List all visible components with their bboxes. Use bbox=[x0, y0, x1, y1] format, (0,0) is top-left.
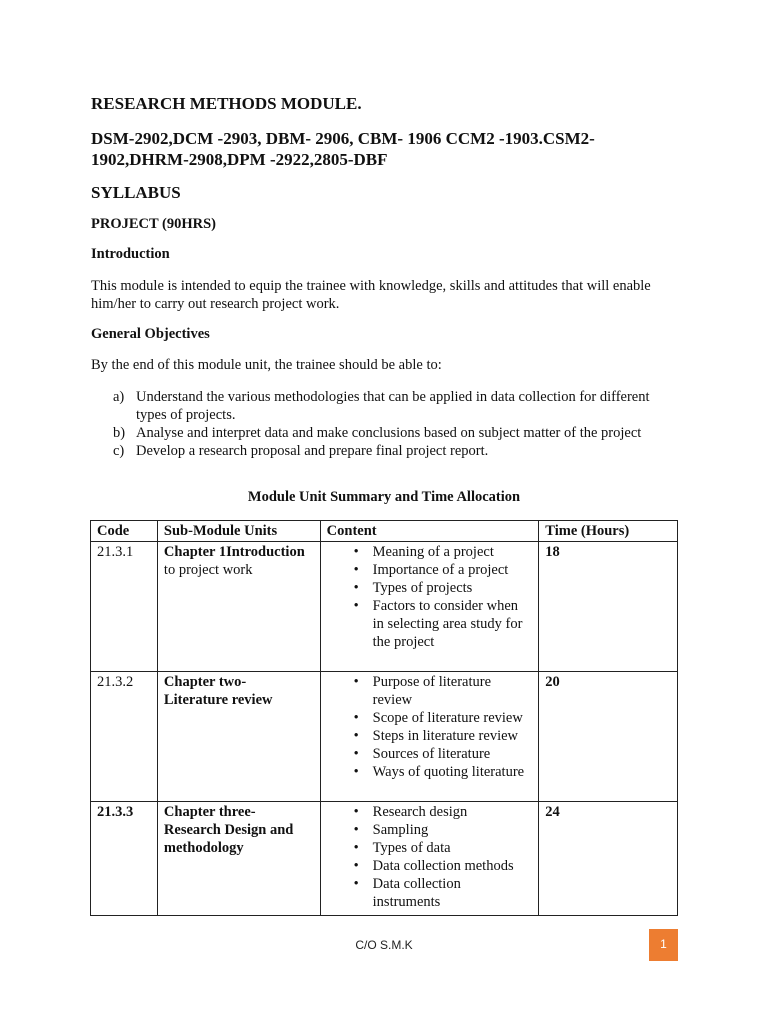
cell-unit bbox=[157, 542, 320, 672]
cell-time: 20 bbox=[539, 672, 678, 802]
cell-content bbox=[320, 672, 539, 802]
page-number-badge: 1 bbox=[649, 929, 678, 961]
bullet-icon: • bbox=[353, 562, 359, 578]
page-footer: C/O S.M.K bbox=[355, 938, 413, 952]
unit-subtitle: to project work bbox=[163, 562, 253, 578]
bullet-icon: • bbox=[353, 840, 359, 856]
bullet-icon: • bbox=[353, 804, 359, 820]
bullet-icon: • bbox=[353, 876, 359, 892]
bullet-icon: • bbox=[353, 580, 359, 596]
cell-content bbox=[320, 802, 539, 916]
list-item: • Scope of literature review bbox=[353, 710, 523, 726]
content-list bbox=[327, 803, 533, 911]
cell-code: 21.3.2 bbox=[91, 672, 158, 802]
list-item: • Steps in literature review bbox=[353, 728, 519, 744]
cell-code: 21.3.1 bbox=[91, 542, 158, 672]
list-marker: c) bbox=[113, 443, 125, 459]
content-list bbox=[327, 673, 533, 781]
bullet-icon: • bbox=[353, 710, 359, 726]
introduction-heading: Introduction bbox=[91, 246, 170, 262]
list-item: • Sampling bbox=[353, 822, 429, 838]
list-item: • Meaning of a project bbox=[353, 544, 494, 560]
list-item bbox=[91, 424, 681, 442]
syllabus-heading: SYLLABUS bbox=[91, 183, 181, 202]
list-item: • Ways of quoting literature bbox=[353, 764, 525, 780]
bullet-icon: • bbox=[353, 764, 359, 780]
list-item: • Importance of a project bbox=[353, 562, 509, 578]
list-item-text: Understand the various methodologies that can be applied in data collection for different types of projects. bbox=[136, 389, 650, 423]
bullet-icon: • bbox=[353, 822, 359, 838]
unit-title: Chapter 1Introduction bbox=[163, 544, 305, 560]
bullet-icon: • bbox=[353, 674, 359, 690]
list-item: • Data collection instruments bbox=[353, 876, 461, 910]
table-row bbox=[91, 542, 678, 672]
list-item: • Research design bbox=[353, 804, 468, 820]
list-item: • Types of projects bbox=[353, 580, 473, 596]
table-row bbox=[91, 672, 678, 802]
bullet-icon: • bbox=[353, 544, 359, 560]
table-row bbox=[91, 802, 678, 916]
list-item bbox=[91, 388, 681, 424]
table-header-row bbox=[91, 521, 678, 542]
column-header-time: Time (Hours) bbox=[539, 521, 678, 542]
cell-unit bbox=[157, 802, 320, 916]
bullet-icon: • bbox=[353, 728, 359, 744]
list-item: • Sources of literature bbox=[353, 746, 491, 762]
list-item: • Data collection methods bbox=[353, 858, 514, 874]
module-title: RESEARCH METHODS MODULE. bbox=[91, 94, 362, 113]
list-marker: a) bbox=[113, 389, 125, 405]
content-list bbox=[327, 543, 533, 651]
column-header-content: Content bbox=[320, 521, 539, 542]
bullet-icon: • bbox=[353, 746, 359, 762]
objectives-lead: By the end of this module unit, the trainee should be able to: bbox=[91, 357, 442, 373]
cell-unit bbox=[157, 672, 320, 802]
cell-code: 21.3.3 bbox=[91, 802, 158, 916]
list-item: • Types of data bbox=[353, 840, 451, 856]
project-heading: PROJECT (90HRS) bbox=[91, 216, 217, 232]
bullet-icon: • bbox=[353, 858, 359, 874]
unit-title: Chapter three- Research Design and methodology bbox=[163, 804, 294, 856]
list-item bbox=[91, 442, 681, 460]
list-item-text: Develop a research proposal and prepare final project report. bbox=[136, 443, 489, 459]
list-item: • Purpose of literature review bbox=[353, 674, 492, 708]
column-header-code: Code bbox=[91, 521, 158, 542]
introduction-text: This module is intended to equip the trainee with knowledge, skills and attitudes that will enable him/her to carry out research project work. bbox=[91, 278, 651, 312]
course-codes: DSM-2902,DCM -2903, DBM- 2906, CBM- 1906 CCM2 -1903.CSM2-1902,DHRM-2908,DPM -2922,2805-DBF bbox=[91, 129, 595, 169]
objectives-list bbox=[91, 388, 681, 460]
cell-time: 24 bbox=[539, 802, 678, 916]
list-item: • Factors to consider when in selecting area study for the project bbox=[353, 598, 523, 650]
module-summary-table bbox=[90, 520, 678, 916]
list-item-text: Analyse and interpret data and make conclusions based on subject matter of the project bbox=[136, 425, 642, 441]
column-header-units: Sub-Module Units bbox=[157, 521, 320, 542]
list-marker: b) bbox=[113, 425, 126, 441]
unit-title: Chapter two- Literature review bbox=[163, 674, 273, 708]
cell-content bbox=[320, 542, 539, 672]
objectives-heading: General Objectives bbox=[91, 326, 210, 342]
cell-time: 18 bbox=[539, 542, 678, 672]
bullet-icon: • bbox=[353, 598, 359, 614]
table-caption: Module Unit Summary and Time Allocation bbox=[247, 489, 521, 505]
